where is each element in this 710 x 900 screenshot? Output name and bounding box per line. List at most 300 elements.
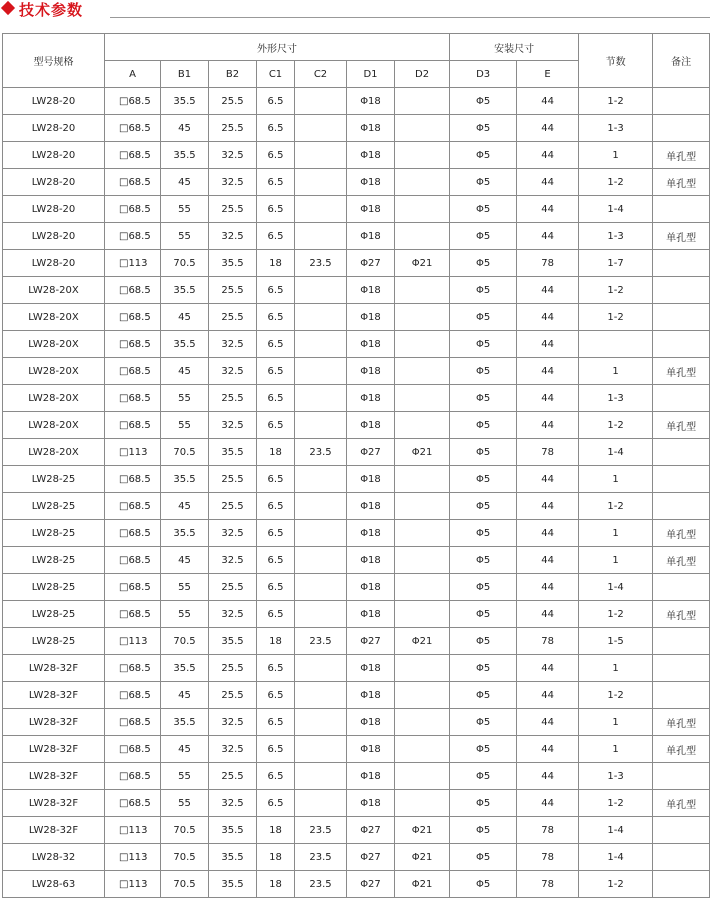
cell-sections: 1: [579, 655, 653, 682]
cell-sections: 1-2: [579, 412, 653, 439]
cell-e: 44: [517, 709, 579, 736]
cell-sections: 1-3: [579, 115, 653, 142]
table-row: [3, 763, 710, 790]
header-outer-dims: 外形尺寸: [105, 34, 450, 61]
cell-b2: 32.5: [209, 547, 257, 574]
cell-a: □68.5: [105, 196, 161, 223]
cell-e: 44: [517, 493, 579, 520]
cell-d2: [395, 115, 450, 142]
cell-sections: 1-2: [579, 88, 653, 115]
cell-b2: 32.5: [209, 142, 257, 169]
cell-d3: Φ5: [450, 493, 517, 520]
cell-b2: 35.5: [209, 439, 257, 466]
cell-sections: 1-2: [579, 790, 653, 817]
cell-model: LW28-25: [3, 547, 105, 574]
cell-c1: 6.5: [257, 169, 295, 196]
cell-d1: Φ18: [347, 466, 395, 493]
cell-d3: Φ5: [450, 736, 517, 763]
cell-sections: 1-2: [579, 304, 653, 331]
cell-d2: [395, 547, 450, 574]
cell-d3: Φ5: [450, 304, 517, 331]
cell-b1: 35.5: [161, 331, 209, 358]
cell-b1: 35.5: [161, 466, 209, 493]
cell-sections: 1-3: [579, 763, 653, 790]
cell-a: □68.5: [105, 601, 161, 628]
cell-d3: Φ5: [450, 88, 517, 115]
table-row: [3, 412, 710, 439]
cell-model: LW28-20X: [3, 412, 105, 439]
cell-b2: 25.5: [209, 385, 257, 412]
cell-model: LW28-25: [3, 574, 105, 601]
cell-c1: 18: [257, 817, 295, 844]
cell-model: LW28-25: [3, 466, 105, 493]
table-row: [3, 439, 710, 466]
header-mount-dims: 安装尺寸: [450, 34, 579, 61]
table-body: [3, 88, 710, 898]
header-remark: 备注: [653, 34, 710, 88]
cell-c1: 6.5: [257, 655, 295, 682]
cell-remark: 单孔型: [653, 520, 710, 547]
cell-b2: 25.5: [209, 304, 257, 331]
cell-b2: 32.5: [209, 412, 257, 439]
cell-remark: [653, 88, 710, 115]
table-row: [3, 331, 710, 358]
cell-d1: Φ27: [347, 628, 395, 655]
header-col-b1: B1: [161, 61, 209, 88]
cell-d3: Φ5: [450, 385, 517, 412]
cell-b1: 35.5: [161, 520, 209, 547]
cell-c2: 23.5: [295, 250, 347, 277]
table-row: [3, 736, 710, 763]
cell-c2: [295, 547, 347, 574]
cell-e: 78: [517, 844, 579, 871]
cell-b1: 70.5: [161, 439, 209, 466]
cell-model: LW28-20: [3, 115, 105, 142]
cell-d3: Φ5: [450, 763, 517, 790]
cell-c2: 23.5: [295, 844, 347, 871]
cell-d2: [395, 412, 450, 439]
cell-c2: 23.5: [295, 871, 347, 898]
cell-model: LW28-32F: [3, 736, 105, 763]
cell-c2: [295, 385, 347, 412]
cell-c2: [295, 682, 347, 709]
cell-c2: [295, 601, 347, 628]
cell-remark: [653, 871, 710, 898]
cell-e: 44: [517, 277, 579, 304]
cell-c1: 6.5: [257, 304, 295, 331]
cell-sections: 1: [579, 547, 653, 574]
cell-model: LW28-32F: [3, 790, 105, 817]
cell-b1: 55: [161, 223, 209, 250]
table-row: [3, 88, 710, 115]
cell-e: 78: [517, 628, 579, 655]
cell-c2: 23.5: [295, 628, 347, 655]
cell-d3: Φ5: [450, 223, 517, 250]
cell-d3: Φ5: [450, 250, 517, 277]
cell-d1: Φ27: [347, 844, 395, 871]
cell-e: 44: [517, 223, 579, 250]
cell-b2: 35.5: [209, 250, 257, 277]
cell-c1: 6.5: [257, 88, 295, 115]
section-title-bar: [0, 0, 710, 20]
cell-c2: [295, 493, 347, 520]
cell-b1: 35.5: [161, 709, 209, 736]
cell-remark: 单孔型: [653, 709, 710, 736]
cell-e: 44: [517, 88, 579, 115]
cell-remark: [653, 466, 710, 493]
cell-e: 44: [517, 574, 579, 601]
cell-model: LW28-32F: [3, 817, 105, 844]
header-col-c1: C1: [257, 61, 295, 88]
cell-d3: Φ5: [450, 439, 517, 466]
cell-c1: 6.5: [257, 736, 295, 763]
diamond-bullet-icon: [1, 1, 15, 15]
cell-d1: Φ18: [347, 493, 395, 520]
cell-model: LW28-32F: [3, 763, 105, 790]
cell-b2: 25.5: [209, 763, 257, 790]
cell-remark: [653, 574, 710, 601]
cell-c2: [295, 358, 347, 385]
cell-remark: [653, 277, 710, 304]
cell-c1: 6.5: [257, 277, 295, 304]
table-row: [3, 709, 710, 736]
cell-c2: [295, 520, 347, 547]
cell-a: □68.5: [105, 142, 161, 169]
cell-e: 44: [517, 169, 579, 196]
cell-c2: [295, 709, 347, 736]
cell-c2: [295, 277, 347, 304]
cell-model: LW28-25: [3, 628, 105, 655]
cell-d3: Φ5: [450, 196, 517, 223]
cell-c1: 6.5: [257, 709, 295, 736]
cell-d2: [395, 385, 450, 412]
cell-b1: 55: [161, 763, 209, 790]
cell-remark: [653, 439, 710, 466]
cell-a: □68.5: [105, 520, 161, 547]
cell-b2: 25.5: [209, 196, 257, 223]
cell-sections: 1-2: [579, 277, 653, 304]
cell-d2: [395, 304, 450, 331]
table-row: [3, 277, 710, 304]
cell-remark: 单孔型: [653, 547, 710, 574]
cell-d3: Φ5: [450, 709, 517, 736]
cell-c1: 6.5: [257, 358, 295, 385]
table-row: [3, 547, 710, 574]
cell-remark: [653, 844, 710, 871]
cell-d3: Φ5: [450, 358, 517, 385]
cell-remark: [653, 115, 710, 142]
cell-b2: 32.5: [209, 736, 257, 763]
cell-d2: [395, 466, 450, 493]
cell-sections: 1: [579, 358, 653, 385]
cell-a: □68.5: [105, 412, 161, 439]
cell-d2: Φ21: [395, 250, 450, 277]
header-sections: 节数: [579, 34, 653, 88]
cell-b1: 35.5: [161, 142, 209, 169]
cell-sections: 1-2: [579, 493, 653, 520]
cell-d2: [395, 331, 450, 358]
cell-remark: [653, 493, 710, 520]
cell-d1: Φ27: [347, 250, 395, 277]
cell-remark: 单孔型: [653, 142, 710, 169]
cell-d2: [395, 520, 450, 547]
cell-model: LW28-20: [3, 142, 105, 169]
cell-d1: Φ18: [347, 709, 395, 736]
cell-e: 44: [517, 520, 579, 547]
cell-b1: 70.5: [161, 871, 209, 898]
table-row: [3, 115, 710, 142]
cell-d2: [395, 736, 450, 763]
cell-b2: 25.5: [209, 277, 257, 304]
cell-b2: 35.5: [209, 844, 257, 871]
cell-a: □113: [105, 871, 161, 898]
cell-e: 78: [517, 817, 579, 844]
cell-d1: Φ27: [347, 871, 395, 898]
cell-c2: [295, 466, 347, 493]
cell-e: 44: [517, 385, 579, 412]
table-row: [3, 520, 710, 547]
section-title: 技术参数: [19, 1, 84, 19]
cell-e: 44: [517, 601, 579, 628]
cell-d1: Φ18: [347, 385, 395, 412]
cell-d1: Φ18: [347, 142, 395, 169]
cell-remark: [653, 304, 710, 331]
header-model: 型号规格: [3, 34, 105, 88]
cell-b2: 32.5: [209, 331, 257, 358]
cell-e: 44: [517, 655, 579, 682]
cell-c2: [295, 223, 347, 250]
cell-sections: 1-7: [579, 250, 653, 277]
cell-c2: [295, 412, 347, 439]
cell-e: 44: [517, 115, 579, 142]
cell-b2: 32.5: [209, 169, 257, 196]
cell-a: □113: [105, 250, 161, 277]
cell-model: LW28-20X: [3, 304, 105, 331]
cell-a: □68.5: [105, 655, 161, 682]
cell-sections: 1: [579, 709, 653, 736]
cell-d2: Φ21: [395, 628, 450, 655]
cell-e: 44: [517, 682, 579, 709]
cell-c1: 6.5: [257, 763, 295, 790]
cell-d3: Φ5: [450, 574, 517, 601]
cell-d2: [395, 142, 450, 169]
table-row: [3, 385, 710, 412]
cell-c1: 6.5: [257, 385, 295, 412]
cell-d2: [395, 763, 450, 790]
cell-remark: [653, 331, 710, 358]
cell-remark: [653, 250, 710, 277]
header-col-d2: D2: [395, 61, 450, 88]
cell-sections: 1-2: [579, 682, 653, 709]
cell-a: □68.5: [105, 547, 161, 574]
cell-b1: 45: [161, 115, 209, 142]
cell-d1: Φ18: [347, 601, 395, 628]
cell-c1: 6.5: [257, 520, 295, 547]
cell-c2: [295, 115, 347, 142]
cell-b1: 55: [161, 574, 209, 601]
cell-d1: Φ18: [347, 358, 395, 385]
cell-d3: Φ5: [450, 466, 517, 493]
cell-c1: 18: [257, 844, 295, 871]
cell-c1: 6.5: [257, 466, 295, 493]
cell-remark: 单孔型: [653, 601, 710, 628]
cell-e: 44: [517, 304, 579, 331]
cell-a: □68.5: [105, 763, 161, 790]
cell-d3: Φ5: [450, 655, 517, 682]
cell-sections: 1-5: [579, 628, 653, 655]
cell-d1: Φ18: [347, 88, 395, 115]
cell-a: □68.5: [105, 790, 161, 817]
cell-d3: Φ5: [450, 412, 517, 439]
cell-d1: Φ18: [347, 790, 395, 817]
cell-model: LW28-20X: [3, 385, 105, 412]
cell-d2: [395, 493, 450, 520]
cell-b2: 25.5: [209, 493, 257, 520]
cell-d2: [395, 574, 450, 601]
cell-e: 44: [517, 466, 579, 493]
cell-b1: 45: [161, 547, 209, 574]
cell-a: □68.5: [105, 466, 161, 493]
cell-d3: Φ5: [450, 115, 517, 142]
cell-c1: 6.5: [257, 196, 295, 223]
cell-c1: 6.5: [257, 142, 295, 169]
cell-c2: [295, 763, 347, 790]
cell-sections: 1: [579, 466, 653, 493]
cell-sections: 1: [579, 142, 653, 169]
cell-c2: [295, 655, 347, 682]
cell-d3: Φ5: [450, 520, 517, 547]
cell-sections: 1-2: [579, 169, 653, 196]
cell-c2: [295, 790, 347, 817]
cell-a: □68.5: [105, 358, 161, 385]
cell-model: LW28-25: [3, 601, 105, 628]
cell-d2: [395, 358, 450, 385]
cell-sections: 1-2: [579, 871, 653, 898]
cell-d1: Φ18: [347, 277, 395, 304]
cell-a: □113: [105, 628, 161, 655]
cell-a: □113: [105, 844, 161, 871]
cell-b1: 70.5: [161, 817, 209, 844]
cell-sections: 1-3: [579, 223, 653, 250]
cell-d2: Φ21: [395, 439, 450, 466]
cell-sections: 1-4: [579, 196, 653, 223]
cell-d2: [395, 601, 450, 628]
table-row: [3, 574, 710, 601]
table-row: [3, 466, 710, 493]
cell-c1: 6.5: [257, 790, 295, 817]
cell-a: □68.5: [105, 223, 161, 250]
cell-b2: 32.5: [209, 601, 257, 628]
cell-b2: 32.5: [209, 790, 257, 817]
cell-e: 44: [517, 763, 579, 790]
cell-a: □68.5: [105, 88, 161, 115]
cell-d3: Φ5: [450, 169, 517, 196]
cell-d1: Φ18: [347, 682, 395, 709]
cell-c1: 6.5: [257, 493, 295, 520]
cell-model: LW28-20X: [3, 331, 105, 358]
cell-d3: Φ5: [450, 277, 517, 304]
cell-e: 44: [517, 331, 579, 358]
table-row: [3, 223, 710, 250]
cell-d2: [395, 277, 450, 304]
table-row: [3, 844, 710, 871]
cell-model: LW28-32F: [3, 709, 105, 736]
cell-c2: 23.5: [295, 817, 347, 844]
cell-a: □68.5: [105, 385, 161, 412]
header-row-1: [3, 34, 710, 61]
cell-c2: [295, 142, 347, 169]
header-col-b2: B2: [209, 61, 257, 88]
cell-d3: Φ5: [450, 871, 517, 898]
cell-c1: 6.5: [257, 331, 295, 358]
cell-d3: Φ5: [450, 844, 517, 871]
cell-b2: 35.5: [209, 871, 257, 898]
table-row: [3, 250, 710, 277]
cell-remark: [653, 385, 710, 412]
cell-d1: Φ18: [347, 223, 395, 250]
cell-sections: 1-4: [579, 439, 653, 466]
cell-remark: [653, 763, 710, 790]
cell-d1: Φ18: [347, 574, 395, 601]
cell-b1: 55: [161, 412, 209, 439]
cell-b2: 25.5: [209, 682, 257, 709]
cell-sections: 1-4: [579, 817, 653, 844]
cell-remark: [653, 817, 710, 844]
cell-b1: 45: [161, 358, 209, 385]
cell-c1: 6.5: [257, 574, 295, 601]
cell-b1: 35.5: [161, 655, 209, 682]
cell-b2: 32.5: [209, 709, 257, 736]
cell-d1: Φ18: [347, 520, 395, 547]
cell-b1: 45: [161, 682, 209, 709]
cell-remark: [653, 628, 710, 655]
spec-table: [2, 33, 710, 898]
table-row: [3, 169, 710, 196]
header-col-e: E: [517, 61, 579, 88]
cell-model: LW28-20: [3, 88, 105, 115]
cell-c1: 6.5: [257, 547, 295, 574]
cell-d1: Φ18: [347, 736, 395, 763]
cell-sections: 1: [579, 520, 653, 547]
cell-d1: Φ18: [347, 655, 395, 682]
cell-d1: Φ18: [347, 763, 395, 790]
cell-d1: Φ18: [347, 331, 395, 358]
cell-a: □113: [105, 439, 161, 466]
table-row: [3, 358, 710, 385]
cell-sections: 1-2: [579, 601, 653, 628]
cell-e: 78: [517, 439, 579, 466]
cell-e: 44: [517, 142, 579, 169]
cell-d3: Φ5: [450, 628, 517, 655]
cell-e: 78: [517, 871, 579, 898]
header-col-c2: C2: [295, 61, 347, 88]
cell-d1: Φ27: [347, 817, 395, 844]
cell-d2: [395, 790, 450, 817]
header-col-d1: D1: [347, 61, 395, 88]
cell-c2: [295, 331, 347, 358]
cell-b1: 70.5: [161, 250, 209, 277]
cell-sections: [579, 331, 653, 358]
cell-b1: 55: [161, 385, 209, 412]
cell-d1: Φ18: [347, 304, 395, 331]
cell-d2: [395, 682, 450, 709]
cell-a: □113: [105, 817, 161, 844]
cell-remark: 单孔型: [653, 790, 710, 817]
cell-d2: Φ21: [395, 844, 450, 871]
title-divider: [110, 17, 710, 18]
cell-model: LW28-20X: [3, 277, 105, 304]
cell-c1: 18: [257, 250, 295, 277]
